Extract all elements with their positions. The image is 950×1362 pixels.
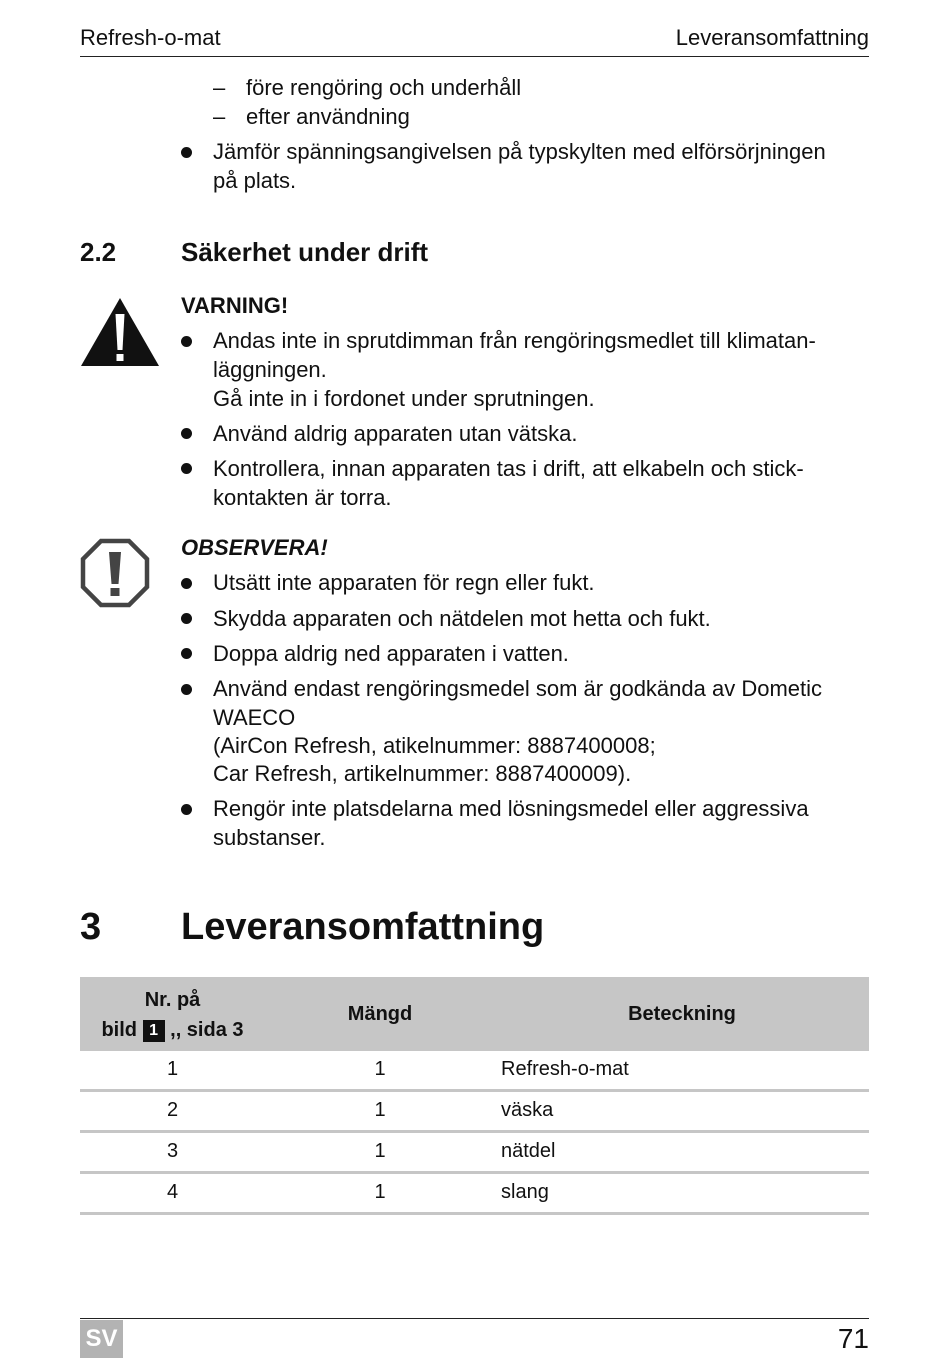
language-badge: SV [80,1320,123,1358]
notice-item-line: Utsätt inte apparaten för regn eller fukt. [213,570,595,595]
dash-item: före rengöring och underhåll [246,75,522,100]
cell-quantity: 1 [374,1140,386,1162]
bullet-dot [181,613,192,624]
warning-item-line: Kontrollera, innan apparaten tas i drift, att elkabeln och stick- [213,456,804,481]
cell-designation: väska [501,1099,554,1121]
bullet-dot [181,804,192,815]
chapter-number: 3 [80,906,102,948]
header-left-title: Refresh-o-mat [80,25,221,50]
header-right-title: Leveransomfattning [675,25,869,50]
bullet-dot [181,336,192,347]
cell-number: 3 [166,1140,179,1162]
figure-reference-box: 1 [143,1020,165,1042]
warning-item-line: läggningen. [213,357,327,382]
cell-number: 2 [166,1099,179,1121]
dash-marker: – [213,75,226,100]
cell-quantity: 1 [374,1058,386,1080]
cell-number: 4 [166,1181,179,1203]
bullet-text-line: på plats. [213,168,297,193]
warning-item-line: Gå inte in i fordonet under sprutningen. [213,386,595,411]
dash-marker: – [213,104,226,129]
table-row [80,1174,869,1215]
notice-item-line: (AirCon Refresh, atikelnummer: 8887400008; [213,733,656,758]
bullet-dot [181,578,192,589]
warning-item-line: Andas inte in sprutdimman från rengöringsmedlet till klimatan- [213,328,816,353]
cell-designation: Refresh-o-mat [501,1058,629,1080]
bullet-dot [181,463,192,474]
notice-item-line: WAECO [213,705,296,730]
header-figure-number [80,985,265,1045]
cell-quantity: 1 [374,1099,386,1121]
notice-item-line: Skydda apparaten och nätdelen mot hetta och fukt. [213,606,711,631]
table-row [80,1092,869,1133]
header-designation: Beteckning [628,1003,736,1025]
bullet-dot [181,147,192,158]
cell-designation: nätdel [501,1140,556,1162]
table-row [80,1133,869,1174]
notice-item-line: Car Refresh, artikelnummer: 8887400009). [213,761,632,786]
notice-item-line: substanser. [213,825,326,850]
bullet-dot [181,684,192,695]
delivery-scope-table [80,977,869,1215]
cell-number: 1 [166,1058,179,1080]
section-title: Säkerhet under drift [181,237,429,267]
notice-octagon-icon [80,538,150,608]
warning-triangle-icon [80,296,160,368]
page-header [80,24,869,57]
notice-item-line: Doppa aldrig ned apparaten i vatten. [213,641,569,666]
footer-divider [80,1318,869,1319]
notice-item-line: Använd endast rengöringsmedel som är godkända av Dometic [213,676,823,701]
bullet-dot [181,428,192,439]
warning-label: VARNING! [181,293,289,318]
chapter-title: Leveransomfattning [181,906,545,948]
header-figure-line1: Nr. på [144,989,201,1011]
dash-item: efter användning [246,104,410,129]
header-figure-prefix: bild [101,1019,138,1041]
cell-quantity: 1 [374,1181,386,1203]
header-quantity: Mängd [347,1003,413,1025]
section-number: 2.2 [80,237,117,267]
notice-item-line: Rengör inte platsdelarna med lösningsmedel eller aggressiva [213,796,809,821]
notice-label: OBSERVERA! [181,535,328,560]
cell-designation: slang [501,1181,549,1203]
table-row [80,1051,869,1092]
table-header [80,977,869,1051]
warning-item-line: kontakten är torra. [213,485,392,510]
warning-item-line: Använd aldrig apparaten utan vätska. [213,421,578,446]
bullet-text-line: Jämför spänningsangivelsen på typskylten med elförsörjningen [213,139,826,164]
header-figure-suffix: ,, sida 3 [170,1019,244,1041]
bullet-dot [181,648,192,659]
page-number: 71 [837,1323,869,1354]
